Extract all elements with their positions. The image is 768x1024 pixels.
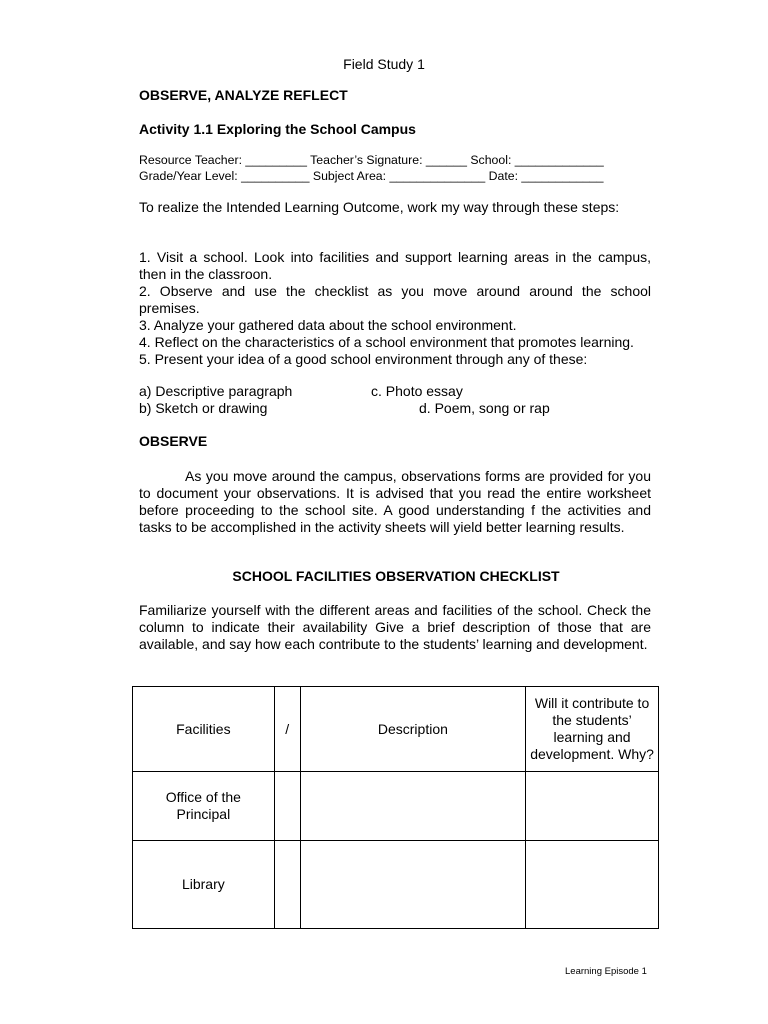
step-item-1: 1. Visit a school. Look into facilities and support learning areas in the campus, then in the classroon.	[139, 249, 651, 282]
table-row	[133, 841, 659, 929]
page-footer: Learning Episode 1	[565, 966, 647, 977]
checklist-instructions: Familiarize yourself with the different areas and facilities of the school. Check the column to indicate their availability Give a brief description of those that are available, and say how each contribute to the students’ learning and development.	[139, 602, 651, 652]
observation-checklist-table	[132, 686, 659, 929]
step-item-2: 2. Observe and use the checklist as you move around around the school premises.	[139, 283, 651, 316]
step-item-4: 4. Reflect on the characteristics of a school environment that promotes learning.	[139, 334, 634, 350]
column-header-check: /	[274, 687, 300, 772]
presentation-options	[139, 383, 659, 417]
page-title: OBSERVE, ANALYZE REFLECT	[139, 87, 348, 103]
page-header: Field Study 1	[343, 56, 425, 72]
column-header-description: Description	[300, 687, 525, 772]
contribution-cell[interactable]	[526, 772, 659, 841]
step-item-5: 5. Present your idea of a good school environment through any of these:	[139, 351, 588, 367]
meta-row-grade: Grade/Year Level: __________ Subject Area: ______________ Date: ____________	[139, 169, 604, 183]
facility-cell: Library	[133, 841, 275, 929]
contribution-cell[interactable]	[526, 841, 659, 929]
option-d: d. Poem, song or rap	[419, 400, 550, 416]
description-cell[interactable]	[300, 841, 525, 929]
description-cell[interactable]	[300, 772, 525, 841]
column-header-contribute: Will it contribute to the students’ learning and development. Why?	[526, 687, 659, 772]
checklist-heading: SCHOOL FACILITIES OBSERVATION CHECKLIST	[232, 568, 560, 584]
observe-heading: OBSERVE	[139, 433, 208, 449]
step-item-3: 3. Analyze your gathered data about the school environment.	[139, 317, 517, 333]
option-a: a) Descriptive paragraph	[139, 383, 293, 399]
table-row	[133, 772, 659, 841]
meta-row-teacher: Resource Teacher: _________ Teacher’s Signature: ______ School: _____________	[139, 153, 604, 167]
intro-paragraph: To realize the Intended Learning Outcome, work my way through these steps:	[139, 199, 620, 215]
table-header-row	[133, 687, 659, 772]
column-header-facilities: Facilities	[133, 687, 275, 772]
steps-list	[139, 249, 651, 368]
observe-paragraph: As you move around the campus, observations forms are provided for you to document your observations. It is advised that you read the entire worksheet before proceeding to the school site. A good understanding f the activities and tasks to be accomplished in the activity sheets will yield better learning results.	[139, 468, 651, 535]
option-c: c. Photo essay	[371, 383, 463, 399]
activity-title: Activity 1.1 Exploring the School Campus	[139, 121, 416, 137]
availability-check-cell[interactable]	[274, 772, 300, 841]
option-b: b) Sketch or drawing	[139, 400, 268, 416]
facility-cell: Office of the Principal	[133, 772, 275, 841]
availability-check-cell[interactable]	[274, 841, 300, 929]
